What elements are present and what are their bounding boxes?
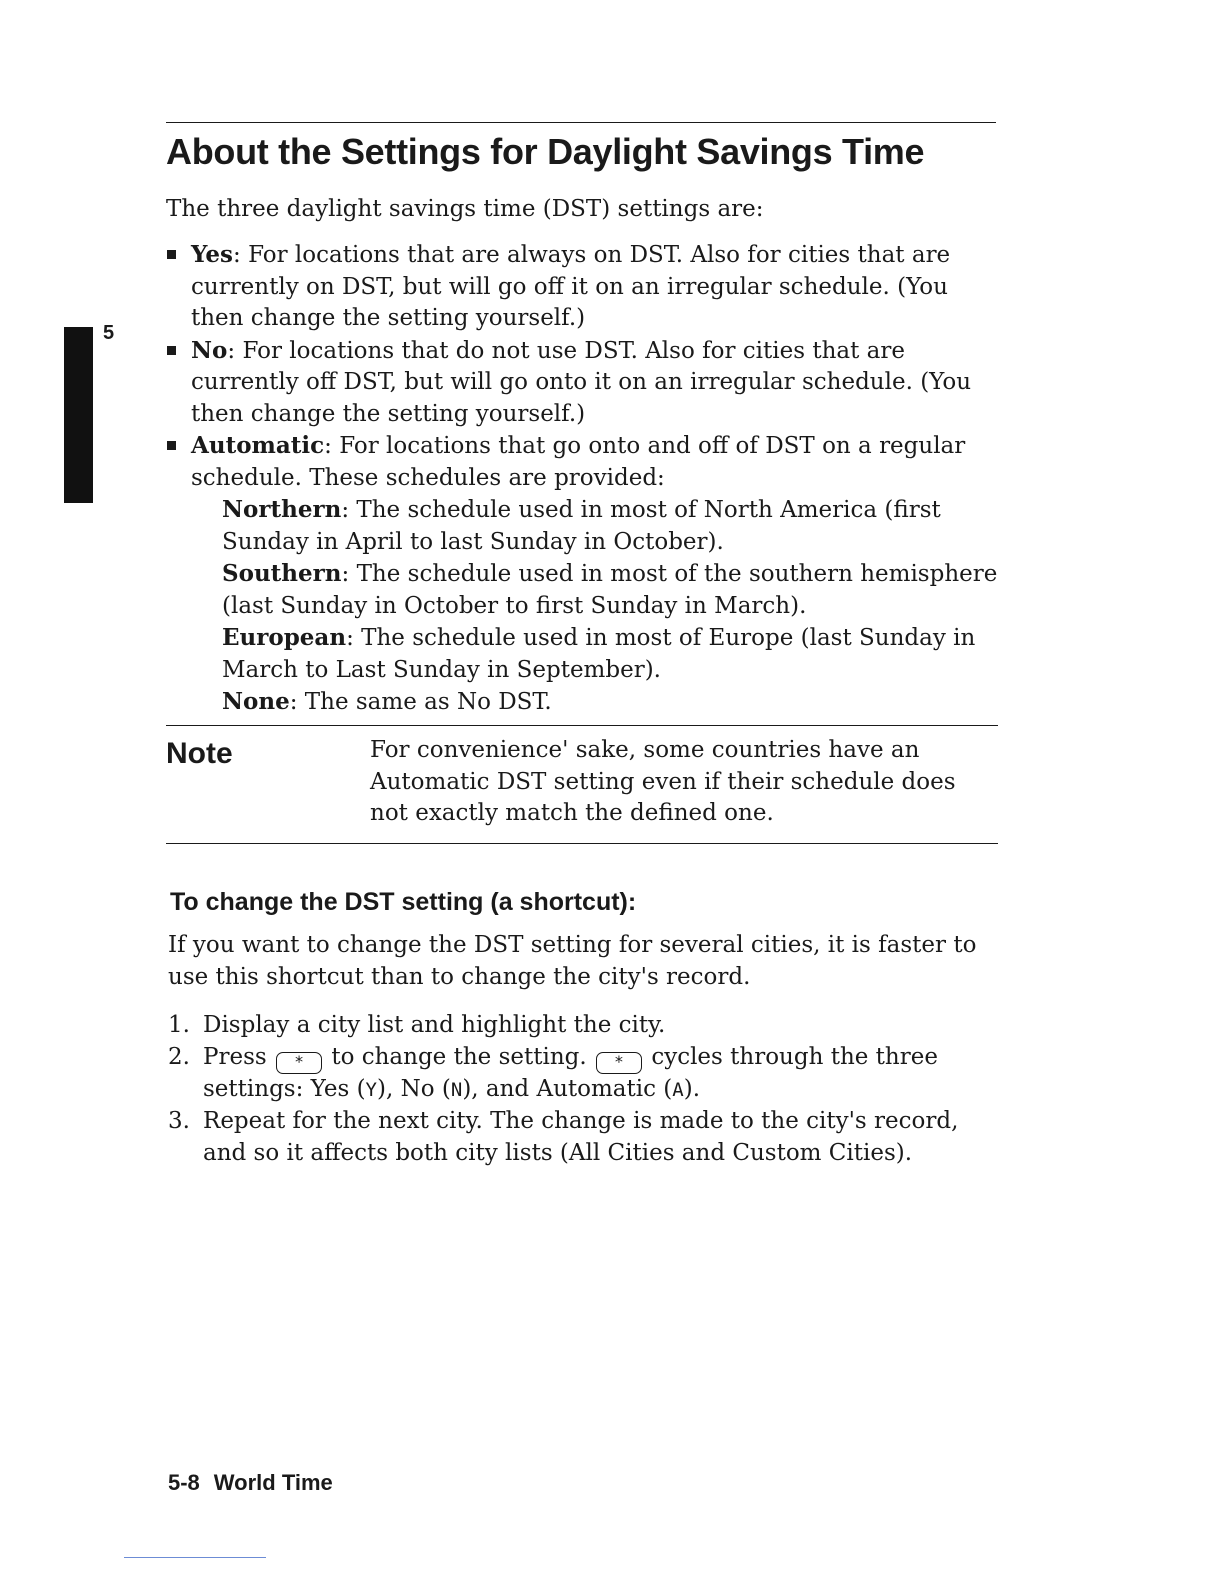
page-footer <box>168 1470 333 1496</box>
european-line-2: March to Last Sunday in September). <box>222 656 661 683</box>
note-line-2: Automatic DST setting even if their schedule does <box>370 768 956 795</box>
note-text <box>370 735 980 830</box>
term-automatic: Automatic <box>191 432 325 459</box>
note-bottom-rule <box>166 843 998 844</box>
step-2-after-key: to change the setting. <box>331 1043 587 1070</box>
bottom-edge-line <box>124 1557 266 1558</box>
schedule-european: European: The schedule used in most of Europe (last Sunday in March to Last Sunday in September). <box>191 622 1006 686</box>
term-none: None <box>222 688 290 715</box>
schedule-northern: Northern: The schedule used in most of North America (first Sunday in April to last Sunday in October). <box>191 494 1006 558</box>
bullet-icon <box>167 250 176 259</box>
note-top-rule <box>166 725 998 726</box>
no-line-3: then change the setting yourself.) <box>191 400 586 427</box>
chapter-tab-bar <box>64 327 93 503</box>
step-2-cycles: cycles through the three <box>651 1043 938 1070</box>
schedule-southern: Southern: The schedule used in most of the southern hemisphere (last Sunday in October to first Sunday in March). <box>191 558 1006 622</box>
step-2-end: ). <box>683 1075 701 1102</box>
star-key-icon: * <box>276 1052 322 1074</box>
term-yes: Yes <box>191 241 234 268</box>
southern-line-1: The schedule used in most of the southern hemisphere <box>356 561 998 587</box>
shortcut-intro-line-2: use this shortcut than to change the city's record. <box>168 963 751 990</box>
step-2 <box>168 1042 998 1107</box>
shortcut-heading: To change the DST setting (a shortcut): <box>170 888 637 916</box>
yes-line-1: For locations that are always on DST. Also for cities that are <box>248 242 951 268</box>
step-1 <box>168 1010 998 1042</box>
term-southern: Southern <box>222 560 342 587</box>
european-line-1: The schedule used in most of Europe (last Sunday in <box>361 625 976 651</box>
star-key-icon: * <box>596 1052 642 1074</box>
schedule-none: None: The same as No DST. <box>222 688 552 715</box>
list-item-no: No: For locations that do not use DST. Also for cities that are currently off DST, but will go onto it on an irregular schedule. (You then change the setting yourself.) <box>166 335 1006 431</box>
northern-line-2: Sunday in April to last Sunday in October). <box>222 528 724 555</box>
step-2-number: 2. <box>168 1043 190 1070</box>
list-item-automatic: Automatic: For locations that go onto and off of DST on a regular schedule. These schedules are provided: Northern: The schedule used in most of North America (first Sunday in April to last Sunday in October). Southern: The schedule used in most of the southern hemisphere (last Sunday in October to first Sunday in March). European: The schedule used in most of Europe (last Sunday in March to Last Sunday in September). None: The same as No DST. <box>166 430 1006 719</box>
note-line-1: For convenience' sake, some countries have an <box>370 737 920 763</box>
section-title: About the Settings for Daylight Savings Time <box>166 131 925 172</box>
step-3-line-1: Repeat for the next city. The change is made to the city's record, <box>203 1108 959 1134</box>
northern-line-1: The schedule used in most of North America (first <box>356 497 941 523</box>
bullet-icon <box>167 441 176 450</box>
step-3-number: 3. <box>168 1108 190 1134</box>
settings-list <box>166 239 1006 719</box>
step-3-line-2: and so it affects both city lists (All Cities and Custom Cities). <box>203 1139 913 1166</box>
yes-line-3: then change the setting yourself.) <box>191 305 586 331</box>
shortcut-intro <box>168 930 998 993</box>
southern-line-2: (last Sunday in October to first Sunday in March). <box>222 592 807 619</box>
no-line-1: For locations that do not use DST. Also for cities that are <box>242 337 905 364</box>
top-rule <box>166 122 996 123</box>
chapter-number: 5 <box>103 322 115 344</box>
step-2-press: Press <box>203 1043 267 1070</box>
step-1-text: Display a city list and highlight the city. <box>203 1012 666 1038</box>
no-line-2: currently off DST, but will go onto it on an irregular schedule. (You <box>191 369 972 395</box>
step-2-auto-prefix: ), and Automatic ( <box>462 1075 673 1102</box>
chapter-name: World Time <box>213 1470 333 1495</box>
step-3 <box>168 1106 998 1169</box>
term-no: No <box>191 336 228 364</box>
note-line-3: not exactly match the defined one. <box>370 800 774 826</box>
note-label: Note <box>166 737 233 770</box>
term-european: European <box>222 624 347 651</box>
step-2-no-prefix: ), No ( <box>377 1075 451 1102</box>
shortcut-intro-line-1: If you want to change the DST setting for several cities, it is faster to <box>168 932 977 958</box>
term-northern: Northern <box>222 496 342 523</box>
automatic-lcd-glyph: A <box>672 1078 684 1101</box>
list-item-yes: Yes: For locations that are always on DST. Also for cities that are currently on DST, but will go off it on an irregular schedule. (You then change the setting yourself.) <box>166 239 1006 335</box>
bullet-icon <box>167 346 176 355</box>
steps-list <box>168 1010 998 1169</box>
automatic-line-1: For locations that go onto and off of DST on a regular <box>339 433 966 459</box>
yes-lcd-glyph: Y <box>365 1078 377 1101</box>
intro-text: The three daylight savings time (DST) settings are: <box>166 196 764 222</box>
automatic-line-2: schedule. These schedules are provided: <box>191 464 665 491</box>
yes-line-2: currently on DST, but will go off it on an irregular schedule. (You <box>191 273 948 300</box>
page-number: 5-8 <box>168 1470 200 1495</box>
step-2-settings-prefix: settings: Yes ( <box>203 1075 366 1102</box>
none-line-1: The same as No DST. <box>304 689 552 715</box>
no-lcd-glyph: N <box>450 1078 463 1101</box>
step-1-number: 1. <box>168 1012 190 1038</box>
